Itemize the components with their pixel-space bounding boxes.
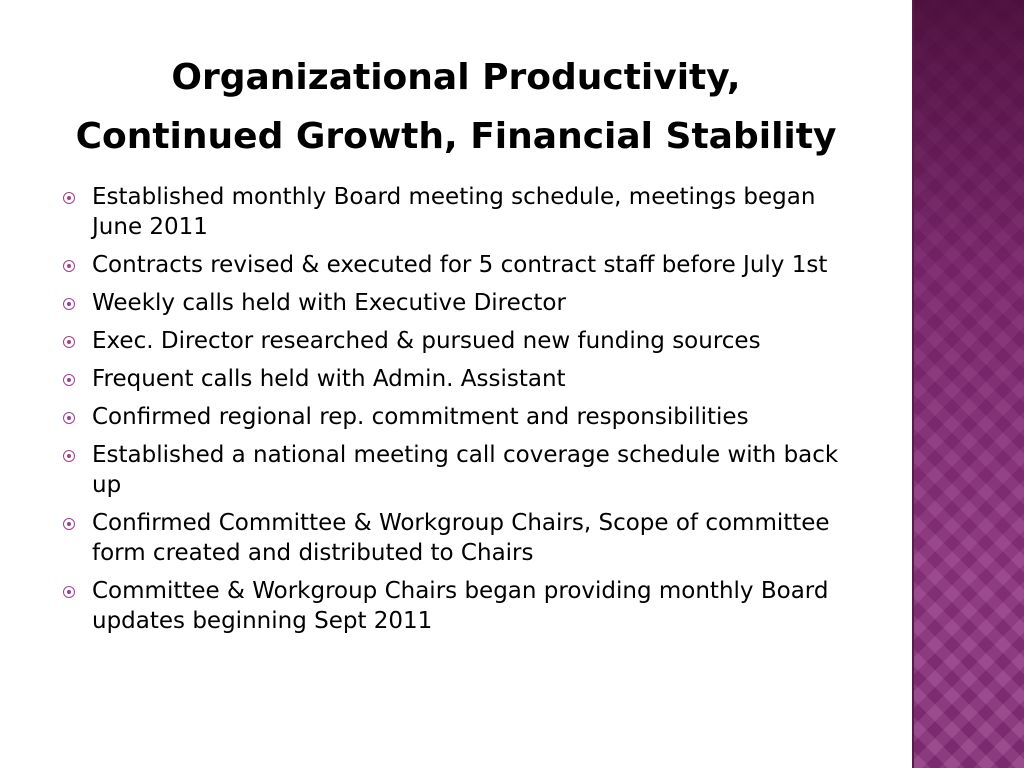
target-bullet-icon: [63, 336, 75, 348]
bullet-item: [60, 576, 860, 636]
target-bullet-icon: [63, 518, 75, 530]
target-bullet-icon: [63, 260, 75, 272]
bullet-text: Frequent calls held with Admin. Assistant: [92, 366, 566, 392]
target-bullet-icon: [63, 586, 75, 598]
slide-title: [30, 48, 882, 166]
bullet-text: Contracts revised & executed for 5 contract staff before July 1st: [92, 252, 828, 278]
bullet-text: Confirmed regional rep. commitment and responsibilities: [92, 404, 749, 430]
bullet-text: Established a national meeting call coverage schedule with back up: [92, 442, 839, 498]
bullet-item: [60, 182, 860, 242]
target-bullet-icon: [63, 192, 75, 204]
decorative-side-band: [912, 0, 1024, 768]
bullet-item: [60, 440, 860, 500]
bullet-text: Weekly calls held with Executive Director: [92, 290, 566, 316]
bullet-text: Committee & Workgroup Chairs began providing monthly Board updates beginning Sept 2011: [92, 578, 829, 634]
bullet-item: [60, 364, 860, 394]
bullet-item: [60, 508, 860, 568]
title-line-1: Organizational Productivity,: [171, 57, 741, 98]
target-bullet-icon: [63, 450, 75, 462]
bullet-item: [60, 250, 860, 280]
title-line-2: Continued Growth, Financial Stability: [75, 116, 837, 157]
bullet-item: [60, 326, 860, 356]
bullet-item: [60, 402, 860, 432]
target-bullet-icon: [63, 298, 75, 310]
bullet-text: Confirmed Committee & Workgroup Chairs, Scope of committee form created and distributed to Chairs: [92, 510, 830, 566]
target-bullet-icon: [63, 412, 75, 424]
target-bullet-icon: [63, 374, 75, 386]
bullet-list: [60, 182, 860, 644]
bullet-item: [60, 288, 860, 318]
bullet-text: Established monthly Board meeting schedule, meetings began June 2011: [92, 184, 816, 240]
bullet-text: Exec. Director researched & pursued new funding sources: [92, 328, 761, 354]
